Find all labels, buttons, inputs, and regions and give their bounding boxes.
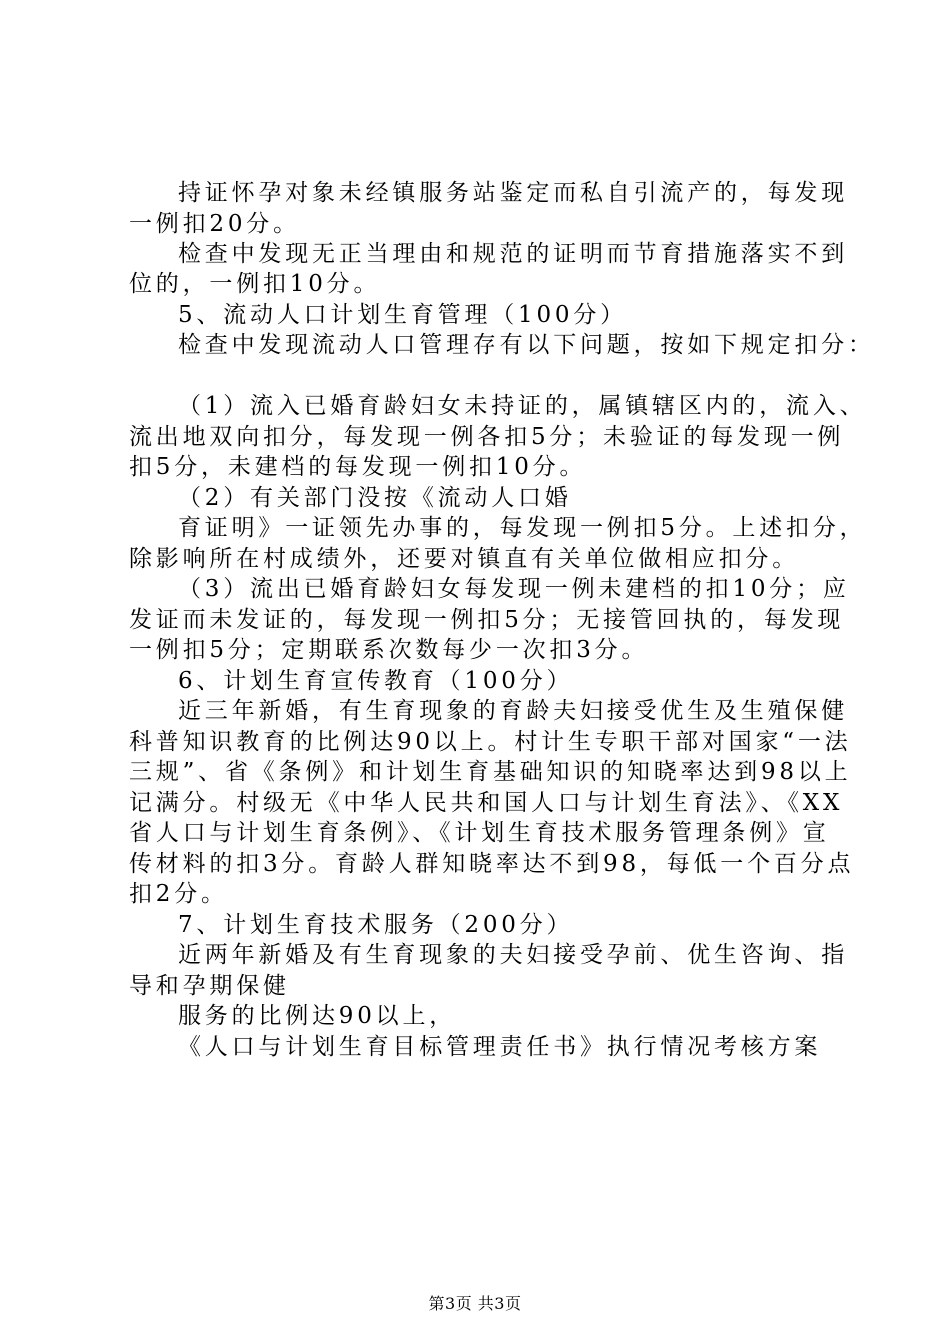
text-line: 科普知识教育的比例达90以上。村计生专职干部对国家“一法 (129, 729, 852, 755)
text-line: 一例扣5分；定期联系次数每少一次扣3分。 (129, 637, 649, 663)
text-line: 扣5分，未建档的每发现一例扣10分。 (129, 454, 587, 480)
text-line: 服务的比例达90以上， (178, 1003, 457, 1029)
text-line: （3）流出已婚育龄妇女每发现一例未建档的扣10分；应 (178, 576, 850, 602)
text-line: 扣2分。 (129, 881, 228, 907)
section-heading: 6、计划生育宣传教育（100分） (178, 668, 574, 694)
text-line: 传材料的扣3分。育龄人群知晓率达不到98，每低一个百分点 (129, 851, 855, 877)
text-line: 一例扣20分。 (129, 211, 300, 237)
text-line: 发证而未发证的，每发现一例扣5分；无接管回执的，每发现 (129, 607, 845, 633)
text-line: 三规”、省《条例》和计划生育基础知识的知晓率达到98以上 (129, 759, 852, 785)
text-line: 近三年新婚，有生育现象的育龄夫妇接受优生及生殖保健 (178, 698, 848, 724)
text-line: 流出地双向扣分，每发现一例各扣5分；未验证的每发现一例 (129, 424, 845, 450)
page-number-footer: 第3页 共3页 (428, 1294, 522, 1313)
text-line: 除影响所在村成绩外，还要对镇直有关单位做相应扣分。 (129, 546, 799, 572)
text-line: （2）有关部门没按《流动人口婚 (178, 485, 572, 511)
text-line: 育证明》一证领先办事的，每发现一例扣5分。上述扣分， (178, 515, 867, 541)
document-title-line: 《人口与计划生育目标管理责任书》执行情况考核方案 (178, 1034, 822, 1060)
section-heading: 5、流动人口计划生育管理（100分） (178, 302, 627, 328)
section-heading: 7、计划生育技术服务（200分） (178, 912, 574, 938)
text-line: 记满分。村级无《中华人民共和国人口与计划生育法》、《XX (129, 790, 844, 816)
text-line: 导和孕期保健 (129, 973, 290, 999)
text-line: 持证怀孕对象未经镇服务站鉴定而私自引流产的，每发现 (178, 180, 848, 206)
text-line: 检查中发现无正当理由和规范的证明而节育措施落实不到 (178, 241, 848, 267)
text-line: （1）流入已婚育龄妇女未持证的，属镇辖区内的，流入、 (178, 393, 867, 419)
text-line: 省人口与计划生育条例》、《计划生育技术服务管理条例》宣 (129, 820, 830, 846)
text-line: 检查中发现流动人口管理存有以下问题，按如下规定扣分： (178, 332, 875, 358)
text-line: 近两年新婚及有生育现象的夫妇接受孕前、优生咨询、指 (178, 942, 848, 968)
text-line: 位的，一例扣10分。 (129, 271, 381, 297)
